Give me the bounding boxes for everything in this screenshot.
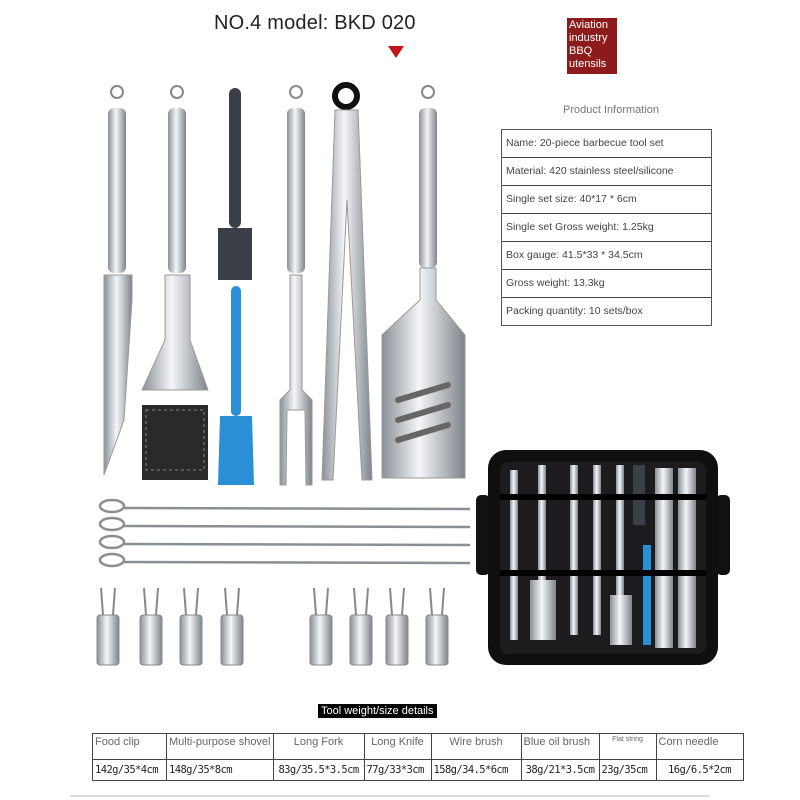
- info-row-gross-weight: Gross weight: 13.3kg: [502, 270, 711, 298]
- tool-details-table: [92, 733, 744, 781]
- long-knife-image: [104, 86, 132, 475]
- value-cell: 77g/33*3cm: [364, 760, 431, 781]
- info-row-set-size: Single set size: 40*17 * 6cm: [502, 186, 711, 214]
- black-basting-brush-image: [218, 88, 252, 280]
- flat-string-skewers-image: [100, 500, 470, 566]
- carry-bag-image: [476, 450, 730, 665]
- info-row-box-gauge: Box gauge: 41.5*33 * 34.5cm: [502, 242, 711, 270]
- value-cell: 142g/35*4cm: [93, 760, 167, 781]
- header-cell: Wire brush: [431, 734, 521, 760]
- long-fork-image: [280, 86, 312, 485]
- value-cell: 83g/35.5*3.5cm: [273, 760, 364, 781]
- value-cell: 38g/21*3.5cm: [521, 760, 599, 781]
- details-label: Tool weight/size details: [318, 704, 437, 718]
- product-info-heading: Product Information: [563, 104, 659, 116]
- info-row-set-weight: Single set Gross weight: 1.25kg: [502, 214, 711, 242]
- header-cell: Blue oil brush: [521, 734, 599, 760]
- table-header-row: [93, 734, 744, 760]
- info-row-name: Name: 20-piece barbecue tool set: [502, 130, 711, 158]
- header-cell: Long Fork: [273, 734, 364, 760]
- value-cell: 158g/34.5*6cm: [431, 760, 521, 781]
- header-cell: Corn needle: [656, 734, 743, 760]
- info-row-material: Material: 420 stainless steel/silicone: [502, 158, 711, 186]
- multi-purpose-shovel-image: [382, 86, 465, 478]
- value-cell: 16g/6.5*2cm: [656, 760, 743, 781]
- header-cell: Food clip: [93, 734, 167, 760]
- header-cell: Long Knife: [364, 734, 431, 760]
- blue-oil-brush-image: [218, 286, 254, 485]
- wire-brush-image: [142, 86, 208, 480]
- table-row: [93, 760, 744, 781]
- arrow-down-icon: [388, 46, 404, 58]
- header-cell: Multi-purpose shovel: [167, 734, 274, 760]
- divider: [70, 795, 710, 797]
- category-tag: Aviation industry BBQ utensils: [567, 18, 617, 74]
- header-cell: Flat string: [599, 734, 656, 760]
- corn-needles-image: [97, 588, 448, 665]
- value-cell: 148g/35*8cm: [167, 760, 274, 781]
- food-clip-tongs-image: [322, 85, 372, 480]
- product-info-box: [501, 129, 712, 326]
- info-row-packing: Packing quantity: 10 sets/box: [506, 305, 643, 317]
- model-title: NO.4 model: BKD 020: [214, 12, 416, 34]
- value-cell: 23g/35cm: [599, 760, 656, 781]
